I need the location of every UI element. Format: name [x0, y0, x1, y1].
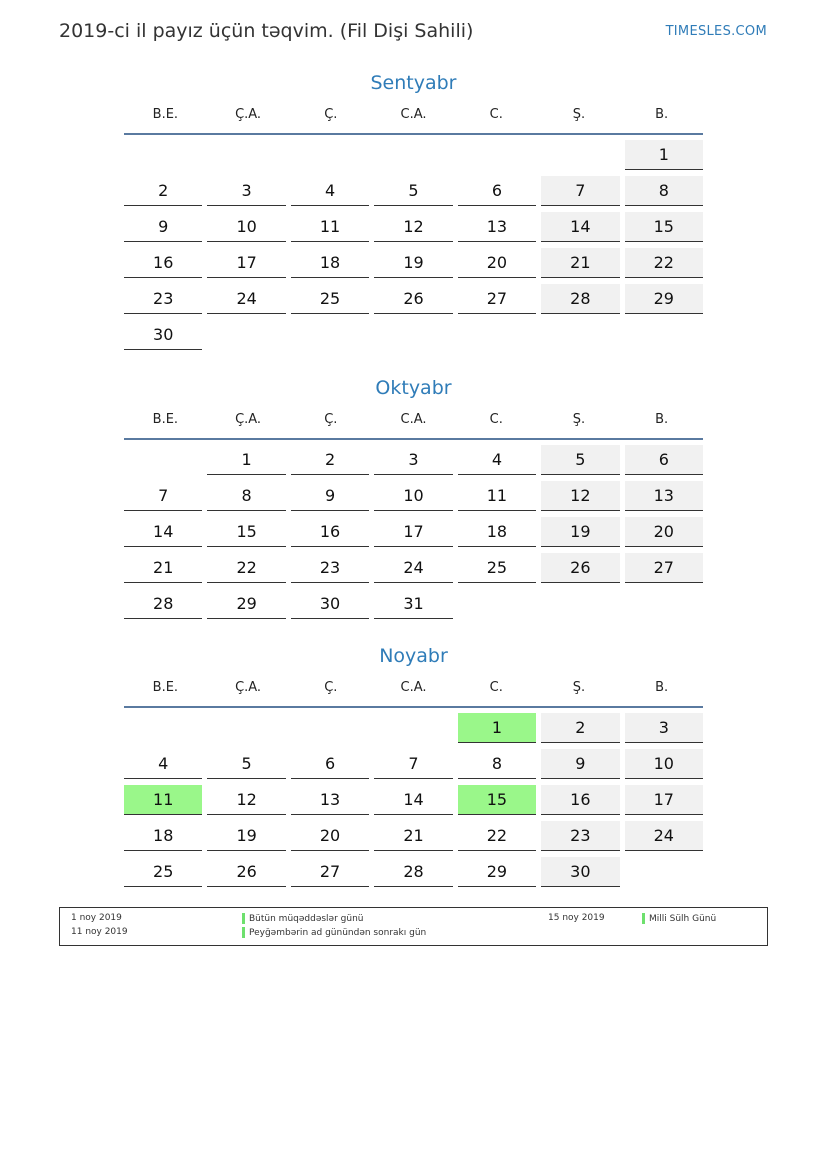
weekday-label: Ç.A. — [235, 412, 262, 427]
day-cell: 3 — [625, 713, 703, 743]
day-cell: 27 — [458, 284, 536, 314]
weekday-label: Ç. — [324, 680, 338, 695]
weekday-label: C.A. — [400, 107, 427, 122]
day-cell: 24 — [374, 553, 452, 583]
day-cell: 23 — [541, 821, 619, 851]
day-cell: 16 — [291, 517, 369, 547]
day-cell: 29 — [207, 589, 285, 619]
month-september — [124, 69, 703, 356]
month-title: Noyabr — [379, 645, 448, 667]
legend-holiday-name: Milli Sülh Günü — [649, 914, 717, 924]
legend-holiday-name: Peyğəmbərin ad günündən sonrakı gün — [249, 928, 427, 938]
day-cell: 19 — [207, 821, 285, 851]
day-cell: 21 — [374, 821, 452, 851]
weekday-label: B. — [655, 412, 669, 427]
empty-cell — [541, 140, 619, 170]
weekday-label: C. — [489, 107, 503, 122]
day-cell: 3 — [374, 445, 452, 475]
day-cell: 20 — [291, 821, 369, 851]
day-cell: 21 — [124, 553, 202, 583]
day-cell: 25 — [291, 284, 369, 314]
day-cell: 6 — [291, 749, 369, 779]
day-cell: 28 — [374, 857, 452, 887]
day-cell: 17 — [374, 517, 452, 547]
month-november — [124, 642, 703, 893]
day-cell: 20 — [458, 248, 536, 278]
day-cell: 12 — [207, 785, 285, 815]
empty-cell — [291, 713, 369, 743]
day-cell: 28 — [541, 284, 619, 314]
day-cell: 8 — [625, 176, 703, 206]
day-cell: 14 — [541, 212, 619, 242]
weekday-label: Ç. — [324, 107, 338, 122]
day-cell: 19 — [374, 248, 452, 278]
day-cell: 5 — [374, 176, 452, 206]
day-cell: 12 — [374, 212, 452, 242]
day-cell: 18 — [291, 248, 369, 278]
day-cell: 7 — [124, 481, 202, 511]
day-cell: 6 — [458, 176, 536, 206]
day-cell: 18 — [458, 517, 536, 547]
day-cell: 4 — [291, 176, 369, 206]
day-cell: 5 — [207, 749, 285, 779]
day-cell: 5 — [541, 445, 619, 475]
day-cell: 15 — [625, 212, 703, 242]
empty-cell — [207, 713, 285, 743]
day-cell: 30 — [541, 857, 619, 887]
day-cell: 27 — [291, 857, 369, 887]
day-cell: 19 — [541, 517, 619, 547]
day-cell: 23 — [124, 284, 202, 314]
day-cell: 16 — [541, 785, 619, 815]
day-cell: 24 — [207, 284, 285, 314]
legend-date: 15 noy 2019 — [548, 913, 605, 923]
day-cell: 10 — [625, 749, 703, 779]
weekday-label: C.A. — [400, 412, 427, 427]
day-cell: 1 — [625, 140, 703, 170]
weekday-header — [124, 97, 703, 135]
legend-holiday — [242, 913, 363, 924]
day-cell: 26 — [207, 857, 285, 887]
day-cell: 2 — [291, 445, 369, 475]
legend-holiday-name: Bütün müqəddəslər günü — [249, 914, 364, 924]
empty-cell — [124, 140, 202, 170]
weekday-label: C. — [489, 680, 503, 695]
day-cell: 4 — [458, 445, 536, 475]
empty-cell — [207, 140, 285, 170]
legend-date: 11 noy 2019 — [71, 927, 128, 937]
day-cell: 10 — [207, 212, 285, 242]
day-cell: 13 — [458, 212, 536, 242]
day-cell: 14 — [374, 785, 452, 815]
holiday-marker — [242, 913, 245, 924]
weekday-label: B. — [655, 680, 669, 695]
weekday-label: C.A. — [400, 680, 427, 695]
weekday-header — [124, 402, 703, 440]
day-cell: 3 — [207, 176, 285, 206]
day-cell: 2 — [124, 176, 202, 206]
weekday-label: Ç. — [324, 412, 338, 427]
day-cell: 25 — [124, 857, 202, 887]
empty-cell — [374, 140, 452, 170]
day-cell: 22 — [207, 553, 285, 583]
day-cell: 21 — [541, 248, 619, 278]
weekday-label: B.E. — [152, 107, 179, 122]
day-cell: 7 — [541, 176, 619, 206]
empty-cell — [374, 713, 452, 743]
day-cell: 26 — [374, 284, 452, 314]
day-cell: 30 — [124, 320, 202, 350]
day-cell: 13 — [291, 785, 369, 815]
day-cell: 18 — [124, 821, 202, 851]
day-cell: 26 — [541, 553, 619, 583]
day-cell: 12 — [541, 481, 619, 511]
weekday-label: Ç.A. — [235, 680, 262, 695]
month-title: Sentyabr — [370, 72, 457, 94]
day-grid — [124, 140, 703, 356]
day-cell: 30 — [291, 589, 369, 619]
month-title: Oktyabr — [375, 377, 452, 399]
weekday-label: C. — [489, 412, 503, 427]
legend-holiday — [242, 927, 426, 938]
day-cell: 8 — [458, 749, 536, 779]
day-cell: 1 — [458, 713, 536, 743]
day-cell: 11 — [291, 212, 369, 242]
day-cell: 27 — [625, 553, 703, 583]
empty-cell — [458, 140, 536, 170]
day-cell: 11 — [124, 785, 202, 815]
day-cell: 31 — [374, 589, 452, 619]
weekday-label: Ş. — [572, 680, 586, 695]
day-cell: 15 — [458, 785, 536, 815]
empty-cell — [124, 445, 202, 475]
day-cell: 29 — [625, 284, 703, 314]
weekday-label: Ş. — [572, 412, 586, 427]
day-cell: 25 — [458, 553, 536, 583]
month-october — [124, 374, 703, 625]
holiday-marker — [242, 927, 245, 938]
day-cell: 4 — [124, 749, 202, 779]
brand-link[interactable]: TIMESLES.COM — [665, 24, 767, 39]
day-grid — [124, 713, 703, 893]
holiday-legend — [59, 907, 768, 946]
weekday-label: B.E. — [152, 680, 179, 695]
day-cell: 9 — [291, 481, 369, 511]
holiday-marker — [642, 913, 645, 924]
day-cell: 17 — [625, 785, 703, 815]
day-cell: 13 — [625, 481, 703, 511]
day-cell: 29 — [458, 857, 536, 887]
day-cell: 22 — [625, 248, 703, 278]
day-cell: 28 — [124, 589, 202, 619]
day-cell: 16 — [124, 248, 202, 278]
day-cell: 23 — [291, 553, 369, 583]
weekday-label: Ş. — [572, 107, 586, 122]
page-title: 2019-ci il payız üçün təqvim. (Fil Dişi Sahili) — [59, 20, 474, 42]
day-cell: 9 — [541, 749, 619, 779]
day-cell: 14 — [124, 517, 202, 547]
empty-cell — [291, 140, 369, 170]
day-cell: 11 — [458, 481, 536, 511]
weekday-label: B. — [655, 107, 669, 122]
day-cell: 10 — [374, 481, 452, 511]
legend-date: 1 noy 2019 — [71, 913, 122, 923]
day-cell: 2 — [541, 713, 619, 743]
empty-cell — [124, 713, 202, 743]
day-cell: 7 — [374, 749, 452, 779]
day-cell: 24 — [625, 821, 703, 851]
day-cell: 17 — [207, 248, 285, 278]
legend-holiday — [642, 913, 716, 924]
day-cell: 8 — [207, 481, 285, 511]
day-grid — [124, 445, 703, 625]
day-cell: 1 — [207, 445, 285, 475]
day-cell: 20 — [625, 517, 703, 547]
day-cell: 9 — [124, 212, 202, 242]
day-cell: 6 — [625, 445, 703, 475]
weekday-label: B.E. — [152, 412, 179, 427]
weekday-label: Ç.A. — [235, 107, 262, 122]
weekday-header — [124, 670, 703, 708]
day-cell: 22 — [458, 821, 536, 851]
day-cell: 15 — [207, 517, 285, 547]
